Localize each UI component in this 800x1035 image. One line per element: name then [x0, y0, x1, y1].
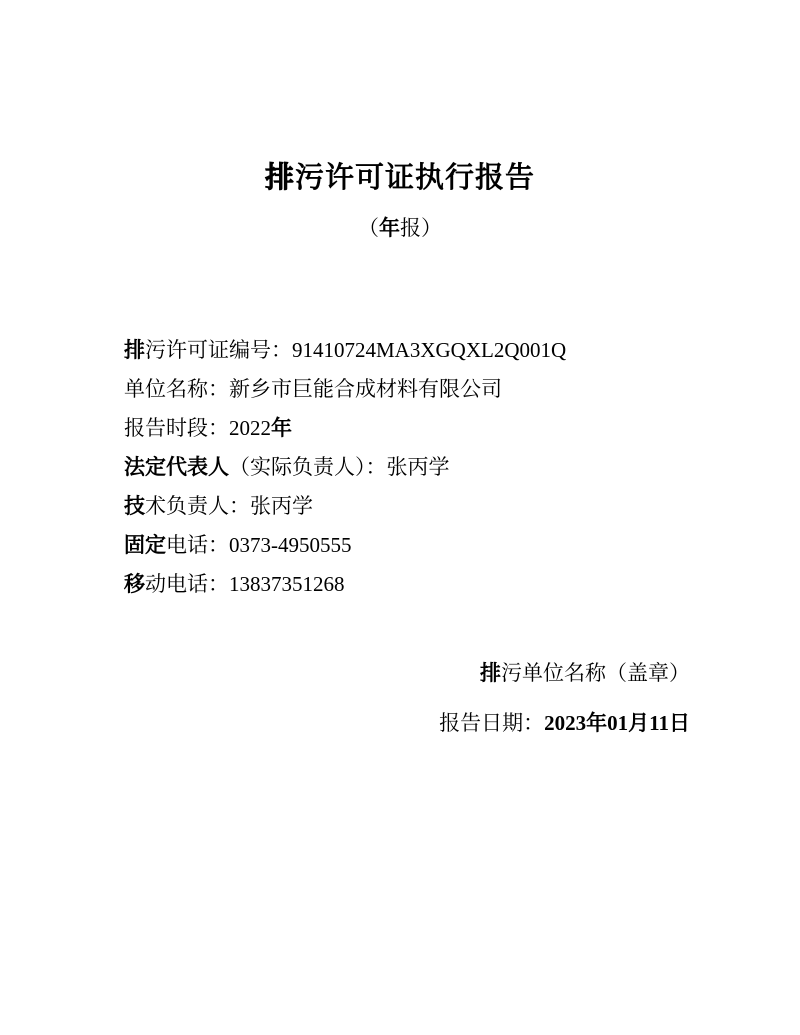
text-segment: 2022	[229, 416, 271, 440]
document-title	[0, 160, 800, 196]
field-report-period	[124, 409, 566, 448]
text-segment: 动电话：	[145, 572, 229, 596]
text-segment: 0373-4950555	[229, 533, 352, 557]
text-segment: 年	[586, 711, 608, 735]
text-segment: （实际负责人）：张丙学	[229, 455, 450, 479]
field-permit-number	[124, 331, 566, 370]
text-segment: 91410724MA3XGQXL2Q001Q	[292, 338, 567, 362]
text-segment: 排	[264, 160, 295, 194]
field-unit-name	[124, 370, 566, 409]
text-segment: 法定代表人	[124, 455, 229, 479]
text-segment: 技	[124, 494, 145, 518]
text-segment: 11	[649, 711, 669, 735]
document-subtitle	[0, 216, 800, 241]
text-segment: 年	[379, 216, 400, 240]
text-segment: （	[358, 216, 379, 240]
field-legal-representative	[124, 448, 566, 487]
text-segment: 排	[124, 338, 145, 362]
text-segment: 2023	[544, 711, 587, 735]
text-segment: 固定	[124, 533, 166, 557]
text-segment: 13837351268	[229, 572, 345, 596]
text-segment: 污单位名称（盖章）	[501, 661, 690, 685]
field-landline-phone	[124, 526, 566, 565]
text-segment: 报告时段：	[124, 416, 229, 440]
text-segment: 术负责人：张丙学	[145, 494, 313, 518]
signature-unit-name-line	[480, 661, 690, 686]
text-segment: 污许可证执行报告	[295, 160, 536, 194]
field-mobile-phone	[124, 565, 566, 604]
text-segment: 排	[480, 661, 501, 685]
text-segment: 报）	[400, 216, 442, 240]
field-technical-manager	[124, 487, 566, 526]
text-segment: 电话：	[166, 533, 229, 557]
text-segment: 单位名称：新乡市巨能合成材料有限公司	[124, 377, 502, 401]
text-segment: 01	[607, 711, 629, 735]
info-block	[124, 331, 566, 604]
report-date-line	[439, 711, 690, 736]
text-segment: 月	[628, 711, 650, 735]
text-segment: 报告日期：	[439, 711, 545, 735]
text-segment: 年	[271, 416, 292, 440]
text-segment: 日	[669, 711, 690, 735]
text-segment: 污许可证编号：	[145, 338, 292, 362]
text-segment: 移	[124, 572, 145, 596]
